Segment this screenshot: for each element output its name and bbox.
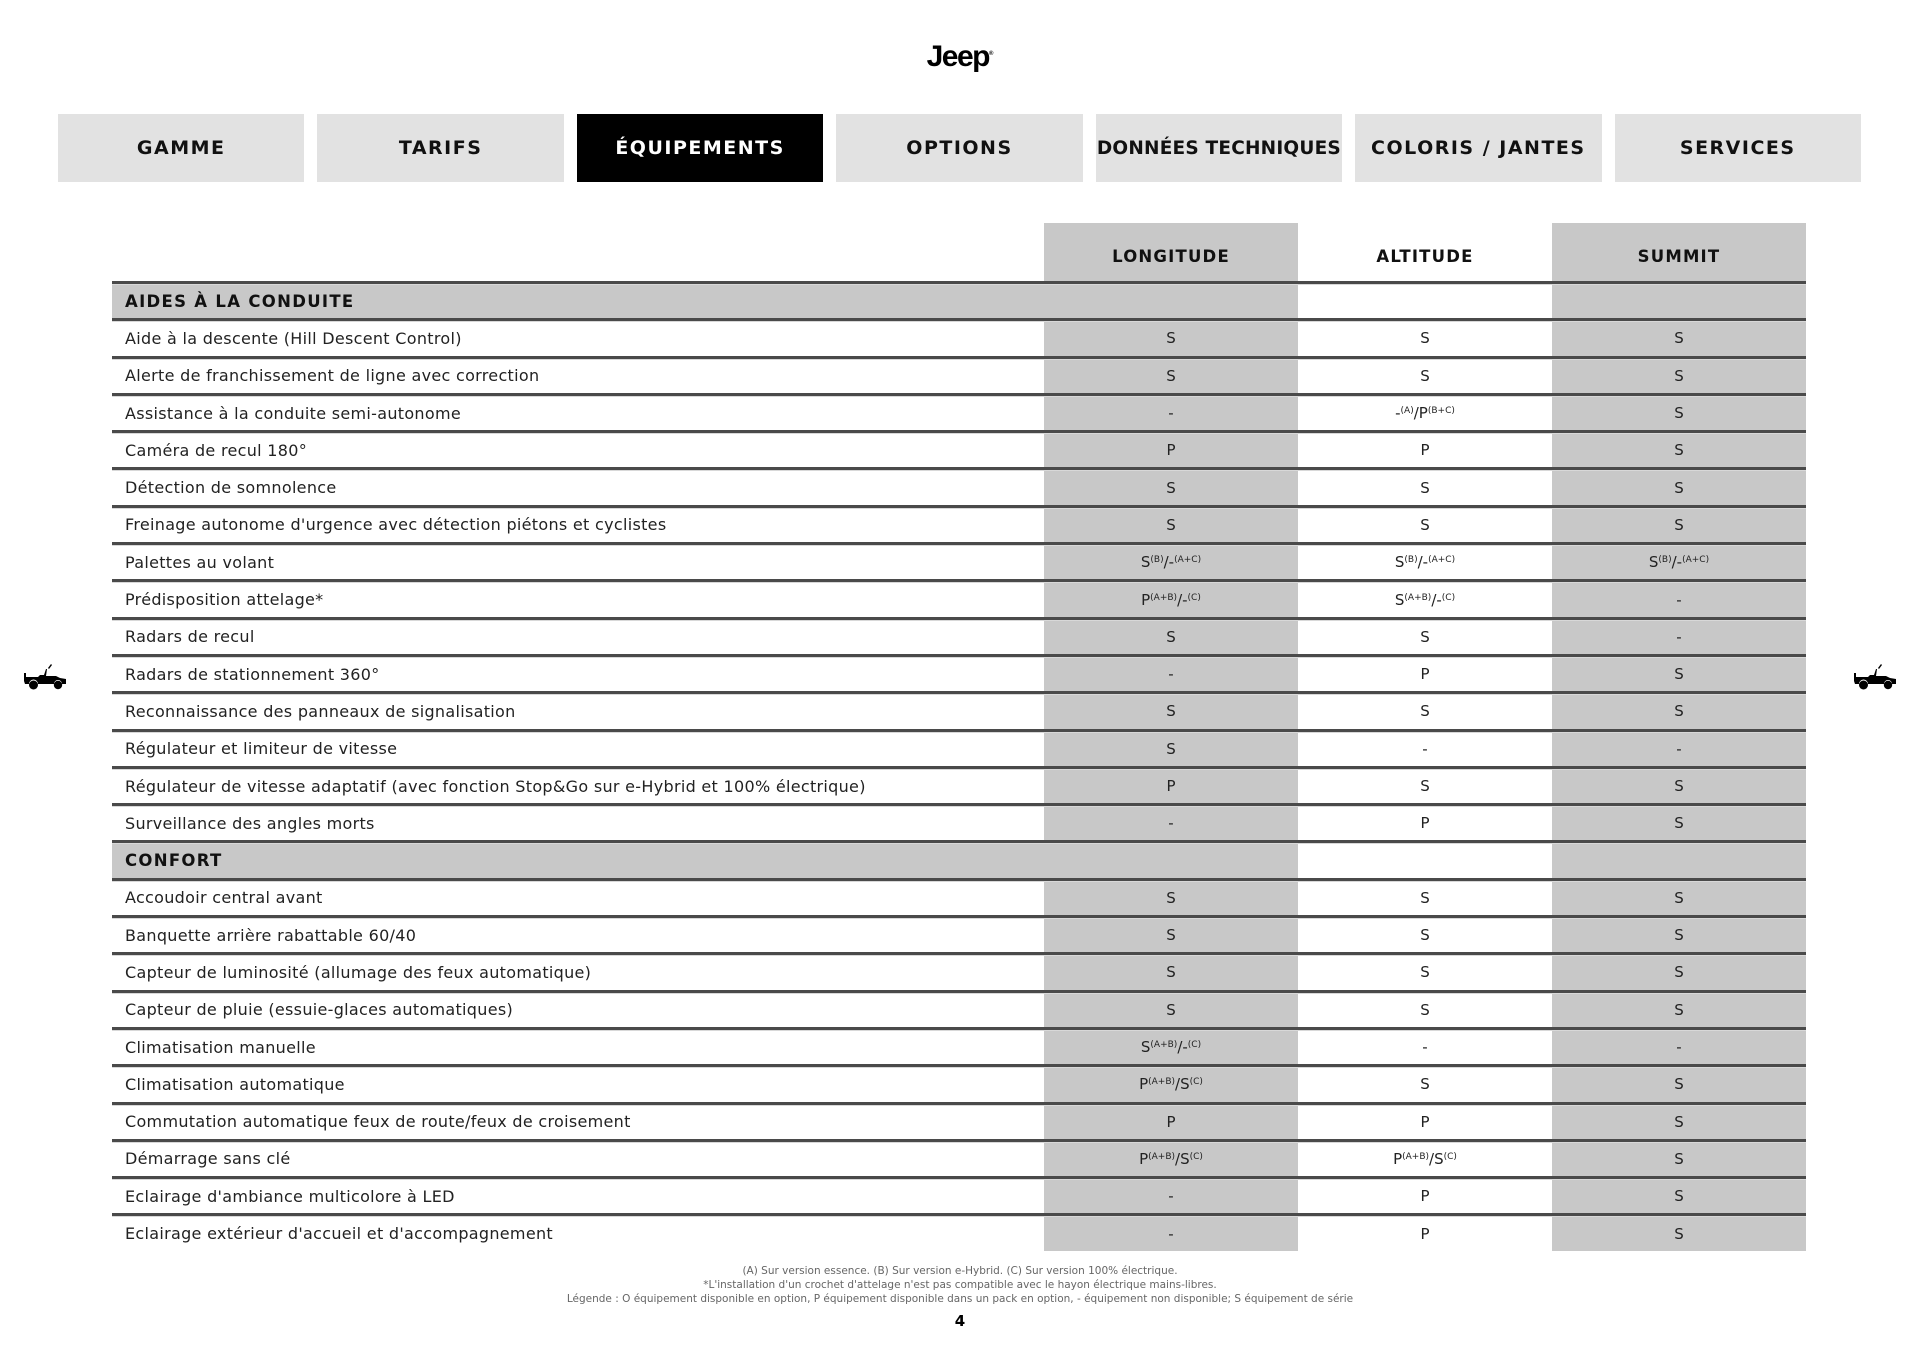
section-cell-longitude <box>1044 284 1298 318</box>
value-altitude: S $^{(B)}$ /- $^{(A+C)}$ <box>1394 553 1456 572</box>
value-altitude: P <box>1420 1112 1430 1131</box>
table-row <box>112 990 1806 1027</box>
page-number: 4 <box>954 1312 966 1330</box>
value-altitude: S <box>1420 515 1430 534</box>
value-summit: - <box>1552 620 1806 654</box>
jeep-vehicle-icon[interactable] <box>22 663 68 691</box>
tab-equipements[interactable]: ÉQUIPEMENTS <box>577 114 823 182</box>
value-summit: S <box>1552 993 1806 1027</box>
value-longitude: S <box>1044 359 1298 393</box>
value-altitude: S $^{(A+B)}$ /- $^{(C)}$ <box>1394 590 1456 609</box>
value-longitude: S <box>1044 508 1298 542</box>
table-row <box>112 1139 1806 1176</box>
table-row <box>112 691 1806 728</box>
feature-label: Climatisation manuelle <box>125 1037 316 1057</box>
table-row <box>112 467 1806 504</box>
feature-label: Régulateur de vitesse adaptatif (avec fonction Stop&Go sur e-Hybrid et 100% électrique) <box>125 776 866 796</box>
table-row <box>112 393 1806 430</box>
table-row <box>112 952 1806 989</box>
section-cell-longitude <box>1044 843 1298 877</box>
feature-label: Alerte de franchissement de ligne avec correction <box>125 366 540 386</box>
section-cell-summit <box>1552 284 1806 318</box>
table-row <box>112 542 1806 579</box>
value-longitude: S <box>1044 620 1298 654</box>
section-cell-summit <box>1552 843 1806 877</box>
feature-label: Freinage autonome d'urgence avec détection piétons et cyclistes <box>125 515 667 535</box>
table-row <box>112 1102 1806 1139</box>
value-longitude: - <box>1044 657 1298 691</box>
value-longitude: S $^{(B)}$ /- $^{(A+C)}$ <box>1044 545 1298 579</box>
value-summit: S <box>1552 881 1806 915</box>
section-header-row <box>112 281 1806 318</box>
section-title: AIDES À LA CONDUITE <box>112 284 1044 318</box>
value-summit: S <box>1552 1216 1806 1250</box>
value-altitude: S <box>1420 329 1430 348</box>
value-summit: S <box>1552 396 1806 430</box>
value-altitude: S <box>1420 777 1430 795</box>
tab-coloris-jantes[interactable]: COLORIS / JANTES <box>1355 114 1601 182</box>
tab-options[interactable]: OPTIONS <box>836 114 1082 182</box>
section-header-row <box>112 840 1806 877</box>
value-summit: S <box>1552 769 1806 803</box>
table-row <box>112 1176 1806 1213</box>
tab-services[interactable]: SERVICES <box>1615 114 1861 182</box>
value-longitude: S <box>1044 918 1298 952</box>
feature-label: Régulateur et limiteur de vitesse <box>125 739 398 759</box>
value-longitude: - <box>1044 396 1298 430</box>
tab-donnees-techniques[interactable]: DONNÉES TECHNIQUES <box>1096 114 1342 182</box>
feature-label: Climatisation automatique <box>125 1074 345 1094</box>
table-row <box>112 915 1806 952</box>
value-summit: - <box>1552 1030 1806 1064</box>
footnote-versions: (A) Sur version essence. (B) Sur version e-Hybrid. (C) Sur version 100% électrique. <box>742 1265 1178 1277</box>
value-longitude: S <box>1044 955 1298 989</box>
logo-text: Jeep <box>926 40 989 73</box>
value-longitude: - <box>1044 1179 1298 1213</box>
value-longitude: S <box>1044 993 1298 1027</box>
value-summit: S <box>1552 1179 1806 1213</box>
value-longitude: P $^{(A+B)}$ /S $^{(C)}$ <box>1044 1142 1298 1176</box>
value-altitude: S <box>1420 627 1430 646</box>
value-altitude: S <box>1420 926 1430 945</box>
table-row <box>112 1213 1806 1250</box>
value-altitude: S <box>1420 963 1430 982</box>
value-longitude: - <box>1044 806 1298 840</box>
feature-label: Démarrage sans clé <box>125 1149 291 1169</box>
jeep-vehicle-icon[interactable] <box>1852 663 1898 691</box>
value-altitude: S <box>1420 366 1430 385</box>
table-body <box>112 281 1806 1251</box>
feature-label: Prédisposition attelage* <box>125 590 324 610</box>
value-summit: S <box>1552 657 1806 691</box>
tab-tarifs[interactable]: TARIFS <box>317 114 563 182</box>
value-longitude: S <box>1044 694 1298 728</box>
table-row <box>112 654 1806 691</box>
value-altitude: P <box>1420 1187 1430 1206</box>
value-longitude: P <box>1044 769 1298 803</box>
feature-label: Reconnaissance des panneaux de signalisation <box>125 701 516 721</box>
value-longitude: P <box>1044 1105 1298 1139</box>
value-altitude: S <box>1420 702 1430 721</box>
value-longitude: - <box>1044 1216 1298 1250</box>
value-altitude: - <box>1422 1038 1428 1057</box>
feature-label: Assistance à la conduite semi-autonome <box>125 403 461 423</box>
feature-label: Radars de stationnement 360° <box>125 664 380 684</box>
value-longitude: P $^{(A+B)}$ /- $^{(C)}$ <box>1044 582 1298 616</box>
value-summit: - <box>1552 582 1806 616</box>
value-altitude: P <box>1420 814 1430 833</box>
value-summit: S <box>1552 1142 1806 1176</box>
value-summit: - <box>1552 732 1806 766</box>
feature-label: Surveillance des angles morts <box>125 813 375 833</box>
table-row <box>112 356 1806 393</box>
column-header-summit: SUMMIT <box>1552 223 1806 281</box>
table-row <box>112 505 1806 542</box>
value-summit: S <box>1552 508 1806 542</box>
value-longitude: P $^{(A+B)}$ /S $^{(C)}$ <box>1044 1067 1298 1101</box>
value-summit: S <box>1552 321 1806 355</box>
feature-label: Détection de somnolence <box>125 478 337 498</box>
footnote-legend: Légende : O équipement disponible en option, P équipement disponible dans un pack en option, - équipement non disponible; S équipement de série <box>566 1293 1354 1305</box>
value-altitude: P <box>1420 1224 1430 1243</box>
footnote-attelage: *L'installation d'un crochet d'attelage n'est pas compatible avec le hayon électrique mains-libres. <box>703 1279 1217 1291</box>
value-altitude: - <box>1422 739 1428 758</box>
value-altitude: P <box>1420 441 1430 460</box>
value-longitude: S $^{(A+B)}$ /- $^{(C)}$ <box>1044 1030 1298 1064</box>
feature-label: Accoudoir central avant <box>125 888 323 908</box>
feature-label: Eclairage extérieur d'accueil et d'accompagnement <box>125 1224 553 1244</box>
value-longitude: P <box>1044 433 1298 467</box>
feature-label: Aide à la descente (Hill Descent Control) <box>125 328 462 348</box>
table-header <box>112 223 1806 281</box>
table-row <box>112 1064 1806 1101</box>
value-summit: S <box>1552 1105 1806 1139</box>
feature-label: Capteur de luminosité (allumage des feux automatique) <box>125 962 592 982</box>
value-longitude: S <box>1044 470 1298 504</box>
tab-gamme[interactable]: GAMME <box>58 114 304 182</box>
feature-label: Radars de recul <box>125 627 255 647</box>
feature-label: Capteur de pluie (essuie-glaces automatiques) <box>125 1000 514 1020</box>
value-summit: S $^{(B)}$ /- $^{(A+C)}$ <box>1552 545 1806 579</box>
table-row <box>112 803 1806 840</box>
table-row <box>112 617 1806 654</box>
section-tabs <box>58 114 1861 182</box>
equipment-table <box>112 223 1806 1251</box>
feature-label: Commutation automatique feux de route/feux de croisement <box>125 1112 631 1132</box>
header-spacer <box>112 223 1044 281</box>
feature-label: Palettes au volant <box>125 552 275 572</box>
table-row <box>112 878 1806 915</box>
table-row <box>112 430 1806 467</box>
footnotes <box>0 1264 1920 1306</box>
value-longitude: S <box>1044 732 1298 766</box>
feature-label: Eclairage d'ambiance multicolore à LED <box>125 1186 455 1206</box>
value-summit: S <box>1552 806 1806 840</box>
column-header-longitude: LONGITUDE <box>1044 223 1298 281</box>
value-altitude: P <box>1420 665 1430 684</box>
value-altitude: S <box>1420 1000 1430 1019</box>
jeep-logo: Jeep® <box>926 40 994 73</box>
value-altitude: P $^{(A+B)}$ /S $^{(C)}$ <box>1393 1149 1457 1168</box>
column-header-altitude: ALTITUDE <box>1376 246 1474 266</box>
section-cell-altitude <box>1298 284 1552 318</box>
value-altitude: - $^{(A)}$ /P $^{(B+C)}$ <box>1395 404 1455 423</box>
value-altitude: S <box>1420 478 1430 497</box>
section-title: CONFORT <box>112 843 1044 877</box>
value-summit: S <box>1552 694 1806 728</box>
value-altitude: S <box>1420 1075 1430 1094</box>
value-summit: S <box>1552 918 1806 952</box>
value-altitude: S <box>1420 888 1430 907</box>
section-cell-altitude <box>1298 843 1552 877</box>
value-summit: S <box>1552 470 1806 504</box>
value-summit: S <box>1552 433 1806 467</box>
feature-label: Caméra de recul 180° <box>125 440 308 460</box>
table-row <box>112 318 1806 355</box>
table-row <box>112 1027 1806 1064</box>
value-summit: S <box>1552 1067 1806 1101</box>
feature-label: Banquette arrière rabattable 60/40 <box>125 925 417 945</box>
table-row <box>112 729 1806 766</box>
value-longitude: S <box>1044 881 1298 915</box>
table-row <box>112 766 1806 803</box>
table-row <box>112 579 1806 616</box>
value-summit: S <box>1552 955 1806 989</box>
value-longitude: S <box>1044 321 1298 355</box>
value-summit: S <box>1552 359 1806 393</box>
